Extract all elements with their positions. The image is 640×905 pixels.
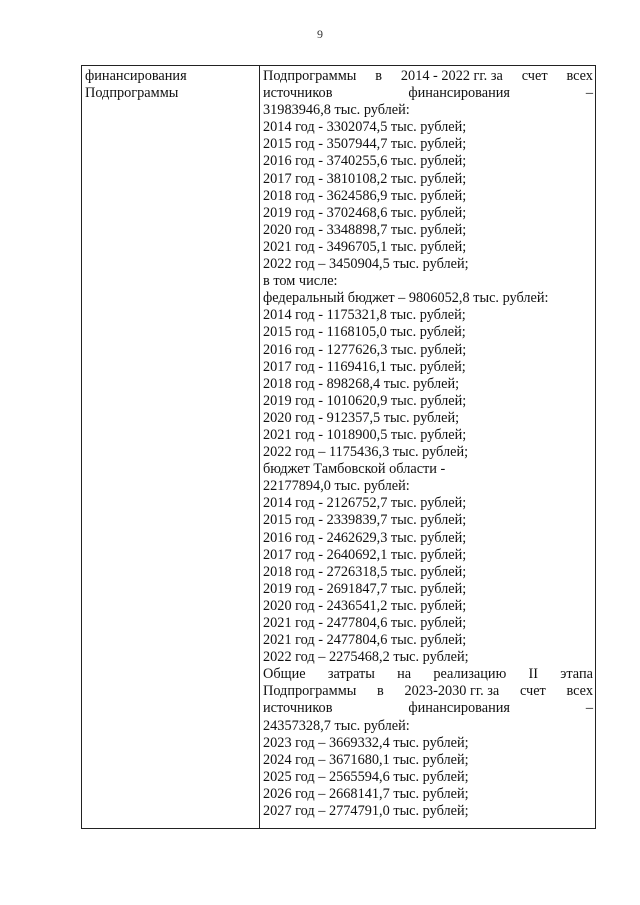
word: 2014 - 2022 гг. за — [400, 68, 503, 84]
text-block-2 — [263, 718, 593, 821]
text-line: 2020 год - 2436541,2 тыс. рублей; — [263, 597, 467, 614]
right-cell — [263, 68, 593, 820]
text-line: бюджет Тамбовской области - — [263, 461, 446, 478]
text-line: федеральный бюджет – 9806052,8 тыс. рублей: — [263, 290, 549, 307]
budget-table — [81, 65, 596, 829]
word: источников — [263, 85, 333, 102]
text-line: 2019 год - 1010620,9 тыс. рублей; — [263, 392, 467, 409]
text-line: 2016 год - 3740255,6 тыс. рублей; — [263, 153, 467, 170]
text-block-1 — [263, 102, 593, 666]
word: этапа — [560, 666, 593, 683]
text-line: 2022 год – 1175436,3 тыс. рублей; — [263, 444, 469, 461]
text-line: 31983946,8 тыс. рублей: — [263, 102, 410, 119]
word: II — [528, 666, 539, 683]
text-line: 2020 год - 3348898,7 тыс. рублей; — [263, 221, 467, 238]
text-line: 2016 год - 2462629,3 тыс. рублей; — [263, 529, 467, 546]
justified-line — [263, 683, 593, 700]
text-line: 2014 год - 3302074,5 тыс. рублей; — [263, 119, 467, 136]
text-line: 2020 год - 912357,5 тыс. рублей; — [263, 409, 460, 426]
word: 2023-2030 гг. за — [404, 683, 500, 700]
text-line: 22177894,0 тыс. рублей: — [263, 478, 410, 495]
column-divider — [259, 66, 260, 828]
text-line: 2024 год – 3671680,1 тыс. рублей; — [263, 751, 469, 768]
text-line: 2014 год - 2126752,7 тыс. рублей; — [263, 495, 467, 512]
text-line: 2018 год - 898268,4 тыс. рублей; — [263, 375, 460, 392]
justified-line — [263, 666, 593, 683]
word: в — [375, 68, 382, 84]
text-line: 2019 год - 2691847,7 тыс. рублей; — [263, 580, 467, 597]
text-line: 2017 год - 1169416,1 тыс. рублей; — [263, 358, 466, 375]
word: счет — [521, 68, 548, 84]
word: Подпрограммы — [263, 683, 357, 700]
word: финансирования — [408, 85, 510, 102]
word: счет — [519, 683, 546, 700]
text-line: 2021 год - 1018900,5 тыс. рублей; — [263, 426, 467, 443]
text-line: 2025 год – 2565594,6 тыс. рублей; — [263, 768, 469, 785]
word: всех — [566, 68, 593, 84]
left-cell-line: Подпрограммы — [85, 85, 179, 102]
justified-line — [263, 700, 593, 717]
text-line: 2027 год – 2774791,0 тыс. рублей; — [263, 803, 469, 820]
word: Общие — [263, 666, 306, 683]
word: – — [585, 700, 593, 717]
word: источников — [263, 700, 333, 717]
text-line: 2018 год - 2726318,5 тыс. рублей; — [263, 563, 467, 580]
text-line: 2017 год - 3810108,2 тыс. рублей; — [263, 170, 467, 187]
text-line: 2015 год - 3507944,7 тыс. рублей; — [263, 136, 467, 153]
word: – — [585, 85, 593, 102]
text-line: 2015 год - 2339839,7 тыс. рублей; — [263, 512, 467, 529]
word: в — [377, 683, 384, 700]
text-line: 2026 год – 2668141,7 тыс. рублей; — [263, 785, 469, 802]
text-line: 2019 год - 3702468,6 тыс. рублей; — [263, 204, 467, 221]
word: на — [397, 666, 412, 683]
text-line: 2016 год - 1277626,3 тыс. рублей; — [263, 341, 467, 358]
text-line: 2017 год - 2640692,1 тыс. рублей; — [263, 546, 467, 563]
left-cell-line: финансирования — [85, 68, 187, 84]
text-line: 2018 год - 3624586,9 тыс. рублей; — [263, 187, 467, 204]
justified-line — [263, 85, 593, 102]
text-line: 2022 год – 2275468,2 тыс. рублей; — [263, 649, 469, 666]
text-line: 2015 год - 1168105,0 тыс. рублей; — [263, 324, 466, 341]
page-number: 9 — [317, 27, 323, 41]
left-cell — [85, 68, 255, 102]
text-line: 2022 год – 3450904,5 тыс. рублей; — [263, 256, 469, 273]
text-line: 2014 год - 1175321,8 тыс. рублей; — [263, 307, 466, 324]
text-line: 2021 год - 2477804,6 тыс. рублей; — [263, 615, 467, 631]
text-line: 24357328,7 тыс. рублей: — [263, 717, 410, 734]
text-line: в том числе: — [263, 273, 338, 290]
text-line: 2023 год – 3669332,4 тыс. рублей; — [263, 734, 469, 751]
text-line: 2021 год - 3496705,1 тыс. рублей; — [263, 238, 467, 255]
justified-line — [263, 68, 593, 85]
word: Подпрограммы — [263, 68, 357, 84]
word: реализацию — [433, 666, 507, 683]
word: затраты — [327, 666, 375, 683]
text-line: 2021 год - 2477804,6 тыс. рублей; — [263, 632, 467, 649]
word: финансирования — [408, 700, 510, 717]
word: всех — [566, 683, 593, 700]
